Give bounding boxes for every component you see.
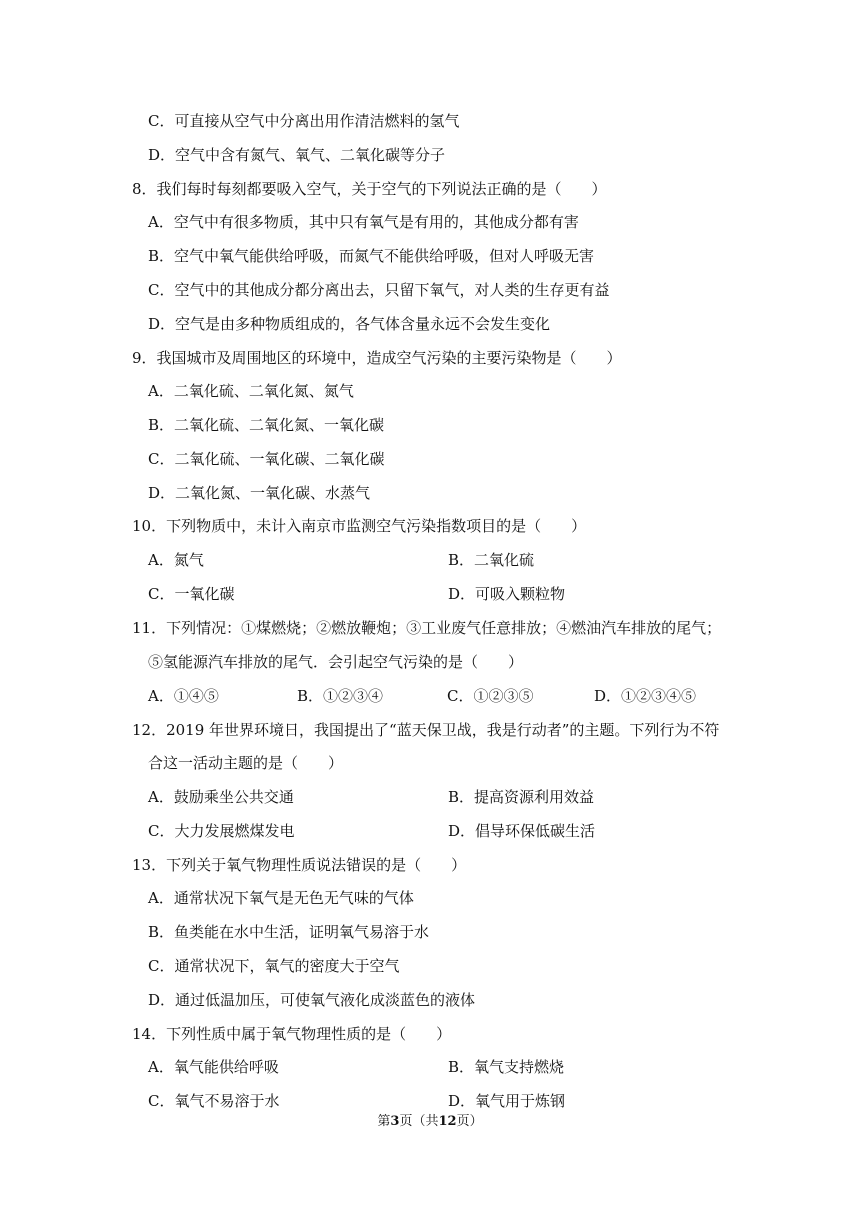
page-footer (0, 1110, 860, 1129)
footer-page-number: 3 (390, 1114, 400, 1129)
q12-option-b: B．提高资源利用效益 (448, 788, 595, 806)
q11-option-a: A．①④⑤ (148, 687, 219, 705)
q11-option-b: B．①②③④ (297, 687, 384, 705)
q13-option-b: B．鱼类能在水中生活，证明氧气易溶于水 (148, 923, 430, 941)
q12-option-d: D．倡导环保低碳生活 (448, 822, 596, 840)
q12-stem-line1: 12．2019 年世界环境日，我国提出了“蓝天保卫战，我是行动者”的主题。下列行为不符 (132, 721, 720, 739)
q14-option-d: D．氧气用于炼钢 (448, 1092, 566, 1110)
footer-suffix: 页） (456, 1114, 483, 1129)
q11-option-d: D．①②③④⑤ (594, 687, 697, 705)
q12-option-c: C．大力发展燃煤发电 (148, 822, 295, 840)
q13-option-d: D．通过低温加压，可使氧气液化成淡蓝色的液体 (148, 991, 476, 1009)
q13-option-a: A．通常状况下氧气是无色无气味的气体 (148, 889, 414, 907)
q14-stem: 14．下列性质中属于氧气物理性质的是（ ） (132, 1025, 452, 1043)
q9-option-b: B．二氧化硫、二氧化氮、一氧化碳 (148, 416, 385, 434)
q8-option-d: D．空气是由多种物质组成的，各气体含量永远不会发生变化 (148, 315, 551, 333)
q14-option-a: A．氧气能供给呼吸 (148, 1058, 279, 1076)
q9-option-c: C．二氧化硫、一氧化碳、二氧化碳 (148, 450, 385, 468)
footer-mid: 页（共 (399, 1114, 439, 1129)
q14-option-b: B．氧气支持燃烧 (448, 1058, 565, 1076)
q7-option-c: C．可直接从空气中分离出用作清洁燃料的氢气 (148, 112, 460, 130)
q11-option-c: C．①②③⑤ (447, 687, 534, 705)
q9-option-a: A．二氧化硫、二氧化氮、氮气 (148, 382, 354, 400)
q9-option-d: D．二氧化氮、一氧化碳、水蒸气 (148, 484, 371, 502)
q11-stem-line1: 11．下列情况：①煤燃烧；②燃放鞭炮；③工业废气任意排放；④燃油汽车排放的尾气； (132, 619, 722, 637)
q12-stem-line2: 合这一活动主题的是（ ） (148, 754, 344, 772)
q12-option-a: A．鼓励乘坐公共交通 (148, 788, 294, 806)
q7-option-d: D．空气中含有氮气、氧气、二氧化碳等分子 (148, 146, 446, 164)
footer-prefix: 第 (377, 1114, 391, 1129)
q8-option-b: B．空气中氧气能供给呼吸，而氮气不能供给呼吸，但对人呼吸无害 (148, 247, 595, 265)
q8-option-c: C．空气中的其他成分都分离出去，只留下氧气，对人类的生存更有益 (148, 281, 610, 299)
footer-total-pages: 12 (438, 1114, 457, 1129)
q10-option-d: D．可吸入颗粒物 (448, 585, 566, 603)
q10-option-c: C．一氧化碳 (148, 585, 235, 603)
q9-stem: 9．我国城市及周围地区的环境中，造成空气污染的主要污染物是（ ） (132, 349, 622, 367)
q10-option-b: B．二氧化硫 (448, 551, 535, 569)
q13-option-c: C．通常状况下，氧气的密度大于空气 (148, 957, 400, 975)
q11-stem-line2: ⑤氢能源汽车排放的尾气．会引起空气污染的是（ ） (148, 653, 524, 671)
q13-stem: 13．下列关于氧气物理性质说法错误的是（ ） (132, 856, 467, 874)
q8-stem: 8．我们每时每刻都要吸入空气，关于空气的下列说法正确的是（ ） (132, 180, 607, 198)
q8-option-a: A．空气中有很多物质，其中只有氧气是有用的，其他成分都有害 (148, 213, 579, 231)
q10-option-a: A．氮气 (148, 551, 204, 569)
q14-option-c: C．氧气不易溶于水 (148, 1092, 280, 1110)
q10-stem: 10．下列物质中，未计入南京市监测空气污染指数项目的是（ ） (132, 517, 587, 535)
